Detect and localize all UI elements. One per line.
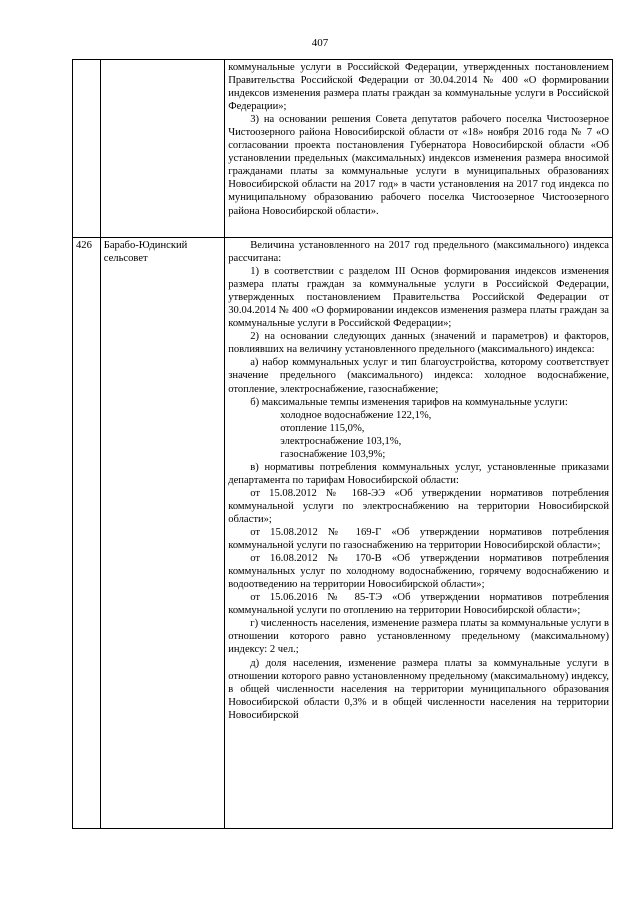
paragraph: в) нормативы потребления коммунальных услуг, установленные приказами департамента по тарифам Новосибирской области:: [228, 461, 609, 486]
page-number: 407: [311, 37, 329, 49]
paragraph: 3) на основании решения Совета депутатов рабочего поселка Чистоозерное Чистоозерного района Новосибирской области от «18» ноября 2016 года № 7 «О согласовании проекта постановления Губернатора Новосибирской области «Об установлении предельных (максимальных) индексов изменения размера вносимой гражданами платы за коммунальные услуги в муниципальных образованиях Новосибирской области на 2017 год» в части установления на 2017 год индекса по муниципальному образованию рабочего поселка Чистоозерное Чистоозерного района Новосибирской области».: [228, 114, 609, 217]
paragraph: Величина установленного на 2017 год предельного (максимального) индекса рассчитана:: [228, 240, 609, 265]
municipality-name-cell: [100, 238, 224, 829]
tariff-rate-line: отопление 115,0%,: [280, 422, 365, 434]
paragraph: от 16.08.2012 № 170-В «Об утверждении нормативов потребления коммунальных услуг по холодному водоснабжению, горячему водоснабжению и водоотведению на территории Новосибирской области»;: [228, 553, 609, 591]
municipality-name: Барабо-Юдинский сельсовет: [103, 240, 188, 265]
paragraph: 2) на основании следующих данных (значений и параметров) и факторов, повлиявших на величину установленного предельного (максимального) индекса:: [228, 331, 609, 356]
paragraph: д) доля населения, изменение размера платы за коммунальные услуги в отношении которого равно установленному предельному (максимальному) индексу, в общей численности населения на территории муниципального образования Новосибирской области 0,3% и в общей численности населения на территории Новосибирской: [228, 657, 609, 721]
paragraph: б) максимальные темпы изменения тарифов на коммунальные услуги:: [250, 396, 568, 408]
municipality-name-cell: [100, 60, 224, 238]
paragraph: г) численность населения, изменение размера платы за коммунальные услуги в отношении которого равно установленному предельному (максимальному) индексу: 2 чел.;: [228, 618, 609, 656]
paragraph: 1) в соответствии с разделом III Основ формирования индексов изменения размера платы граждан за коммунальные услуги в Российской Федерации, утвержденных постановлением Правительства Российской Федерации от 30.04.2014 № 400 «О формировании индексов изменения размера платы граждан за коммунальные услуги в Российской Федерации»;: [228, 266, 609, 330]
tariff-rate-line: газоснабжение 103,9%;: [280, 448, 386, 460]
table-row: [73, 238, 613, 829]
description-cell: [225, 238, 613, 829]
table-row: [73, 60, 613, 238]
description-cell: [225, 60, 613, 238]
paragraph: коммунальные услуги в Российской Федерации, утвержденных постановлением Правительства Российской Федерации от 30.04.2014 № 400 «О формировании индексов изменения размера платы граждан за коммунальные услуги в Российской Федерации»;: [228, 62, 609, 113]
paragraph: от 15.08.2012 № 169-Г «Об утверждении нормативов потребления коммунальной услуги по газоснабжению на территории Новосибирской области»;: [228, 527, 609, 552]
paragraph: от 15.08.2012 № 168-ЭЭ «Об утверждении нормативов потребления коммунальной услуги по электроснабжению на территории Новосибирской области»;: [228, 487, 609, 525]
paragraph: а) набор коммунальных услуг и тип благоустройства, которому соответствует значение предельного (максимального) индекса: холодное водоснабжение, отопление, электроснабжение, газоснабжение;: [228, 357, 609, 395]
paragraph: от 15.06.2016 № 85-ТЭ «Об утверждении нормативов потребления коммунальной услуги по отоплению на территории Новосибирской области»;: [228, 592, 609, 617]
row-number-cell: 426: [73, 238, 101, 829]
tariff-rate-line: электроснабжение 103,1%,: [280, 435, 402, 447]
document-table: [72, 59, 613, 829]
tariff-rate-line: холодное водоснабжение 122,1%,: [280, 409, 432, 421]
row-number-cell: [73, 60, 101, 238]
